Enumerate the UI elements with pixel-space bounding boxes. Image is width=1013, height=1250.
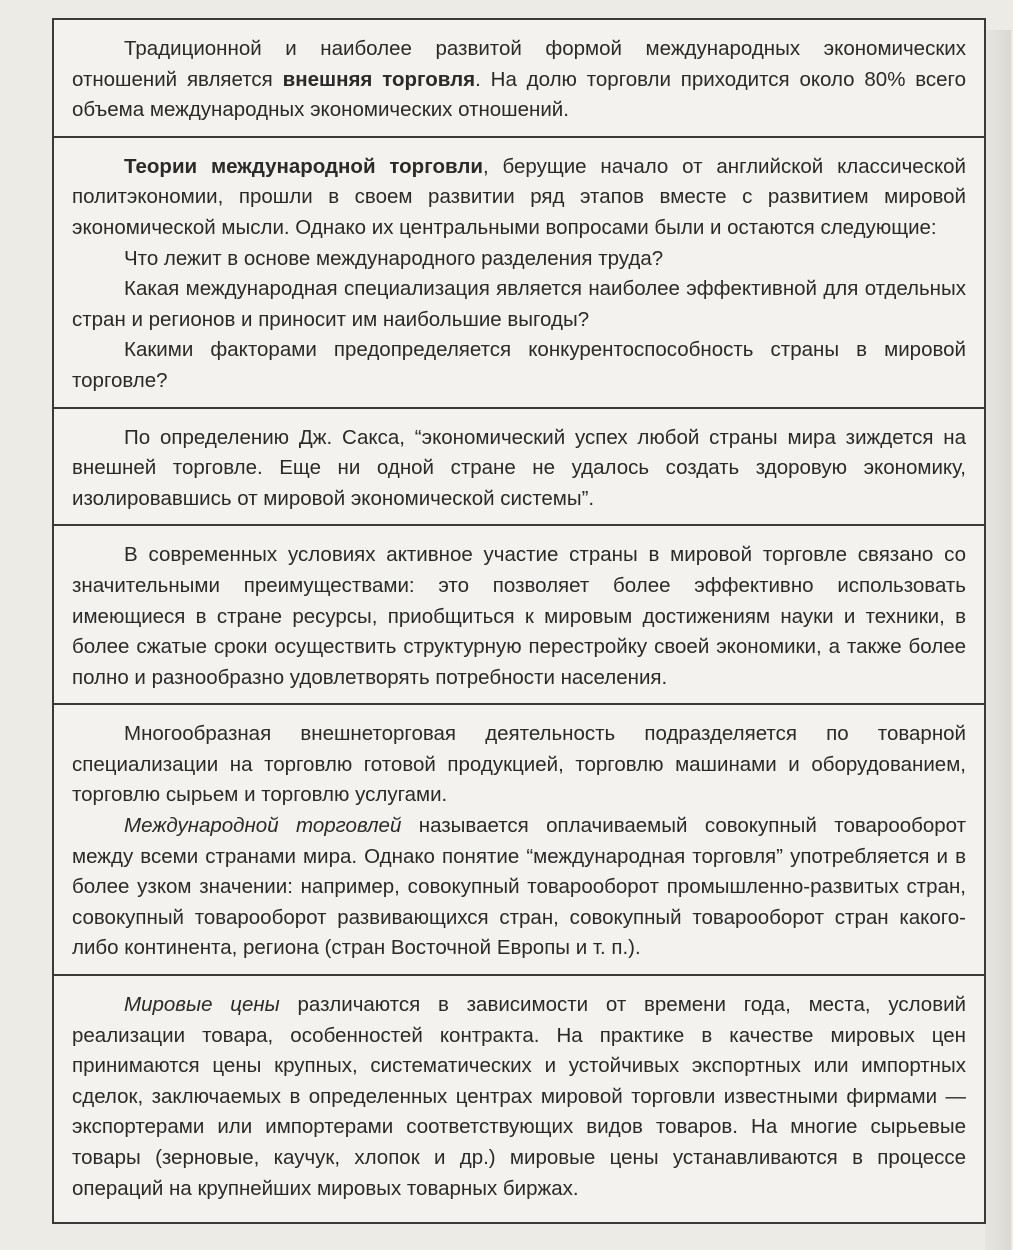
text-box-world-prices — [54, 976, 984, 1222]
text-box-foreign-trade — [54, 20, 984, 138]
text-run: , берущие начало от английской классической политэкономии, прошли в своем развитии ряд этапов вместе с развитием мировой экономической мысли. Однако их центральными вопросами были и остаются следующие: — [72, 154, 966, 239]
text-box-trade-theories — [54, 138, 984, 409]
page-edge-shadow — [985, 30, 1011, 1250]
question-item — [72, 244, 966, 275]
paragraph — [72, 811, 966, 964]
paragraph — [72, 423, 966, 515]
italic-term: Мировые цены — [124, 993, 280, 1017]
text-run: Многообразная внешнеторговая деятельность подразделяется по товарной специализации на торговлю готовой продукцией, торговлю машинами и оборудованием, торговлю сырьем и торговлю услугами. — [72, 722, 966, 807]
paragraph — [72, 34, 966, 126]
text-run: В современных условиях активное участие страны в мировой торговле связано со значительными преимуществами: это позволяет более эффективно использовать имеющиеся в стране ресурсы, приобщиться к мировым достижениям науки и техники, в более сжатые сроки осуществить структурную перестройку своей экономики, а также более полно и разнообразно удовлетворять потребности населения. — [72, 543, 966, 689]
italic-term: Международной торговлей — [124, 814, 402, 838]
question-item — [72, 335, 966, 396]
text-run: Традиционной и наиболее развитой формой международных экономических отношений является — [72, 37, 966, 91]
question-item — [72, 274, 966, 335]
paragraph — [72, 152, 966, 244]
text-run: По определению Дж. Сакса, “экономический успех любой страны мира зиждется на внешней торговле. Еще ни одной стране не удалось создать здоровую экономику, изолировавшись от мировой экономической системы”. — [72, 425, 966, 510]
bold-term: Теории международной торговли — [124, 154, 483, 178]
paragraph — [72, 990, 966, 1204]
document-page — [52, 18, 986, 1224]
text-run: . На долю торговли приходится около 80% всего объема международных экономических отношений. — [72, 67, 966, 122]
text-run: Что лежит в основе международного разделения труда? — [124, 246, 664, 270]
bold-term: внешняя торговля — [282, 67, 476, 91]
text-box-international-trade — [54, 705, 984, 976]
paragraph — [72, 540, 966, 693]
text-run: Какими факторами предопределяется конкурентоспособность страны в мировой торговле? — [72, 338, 966, 392]
text-run: Какая международная специализация является наиболее эффективной для отдельных стран и регионов и приносит им наибольшие выгоды? — [72, 277, 966, 331]
text-run: различаются в зависимости от времени года, места, условий реализации товара, особенностей контракта. На практике в качестве мировых цен принимаются цены крупных, систематических и устойчивых экспортных или импортных сделок, заключаемых в определенных центрах мировой торговли известными фирмами — экспортерами или импортерами соответствующих видов товаров. На многие сырьевые товары (зерновые, каучук, хлопок и др.) мировые цены устанавливаются в процессе операций на крупнейших мировых товарных биржах. — [72, 993, 967, 1200]
paragraph — [72, 719, 966, 811]
text-box-sachs-quote — [54, 409, 984, 527]
text-run: называется оплачиваемый совокупный товарооборот между всеми странами мира. Однако понятие “международная торговля” употребляется и в более узком значении: например, совокупный товарооборот промышленно-развитых стран, совокупный товарооборот развивающихся стран, совокупный товарооборот стран какого-либо континента, региона (стран Восточной Европы и т. п.). — [72, 814, 967, 960]
text-box-advantages — [54, 526, 984, 705]
